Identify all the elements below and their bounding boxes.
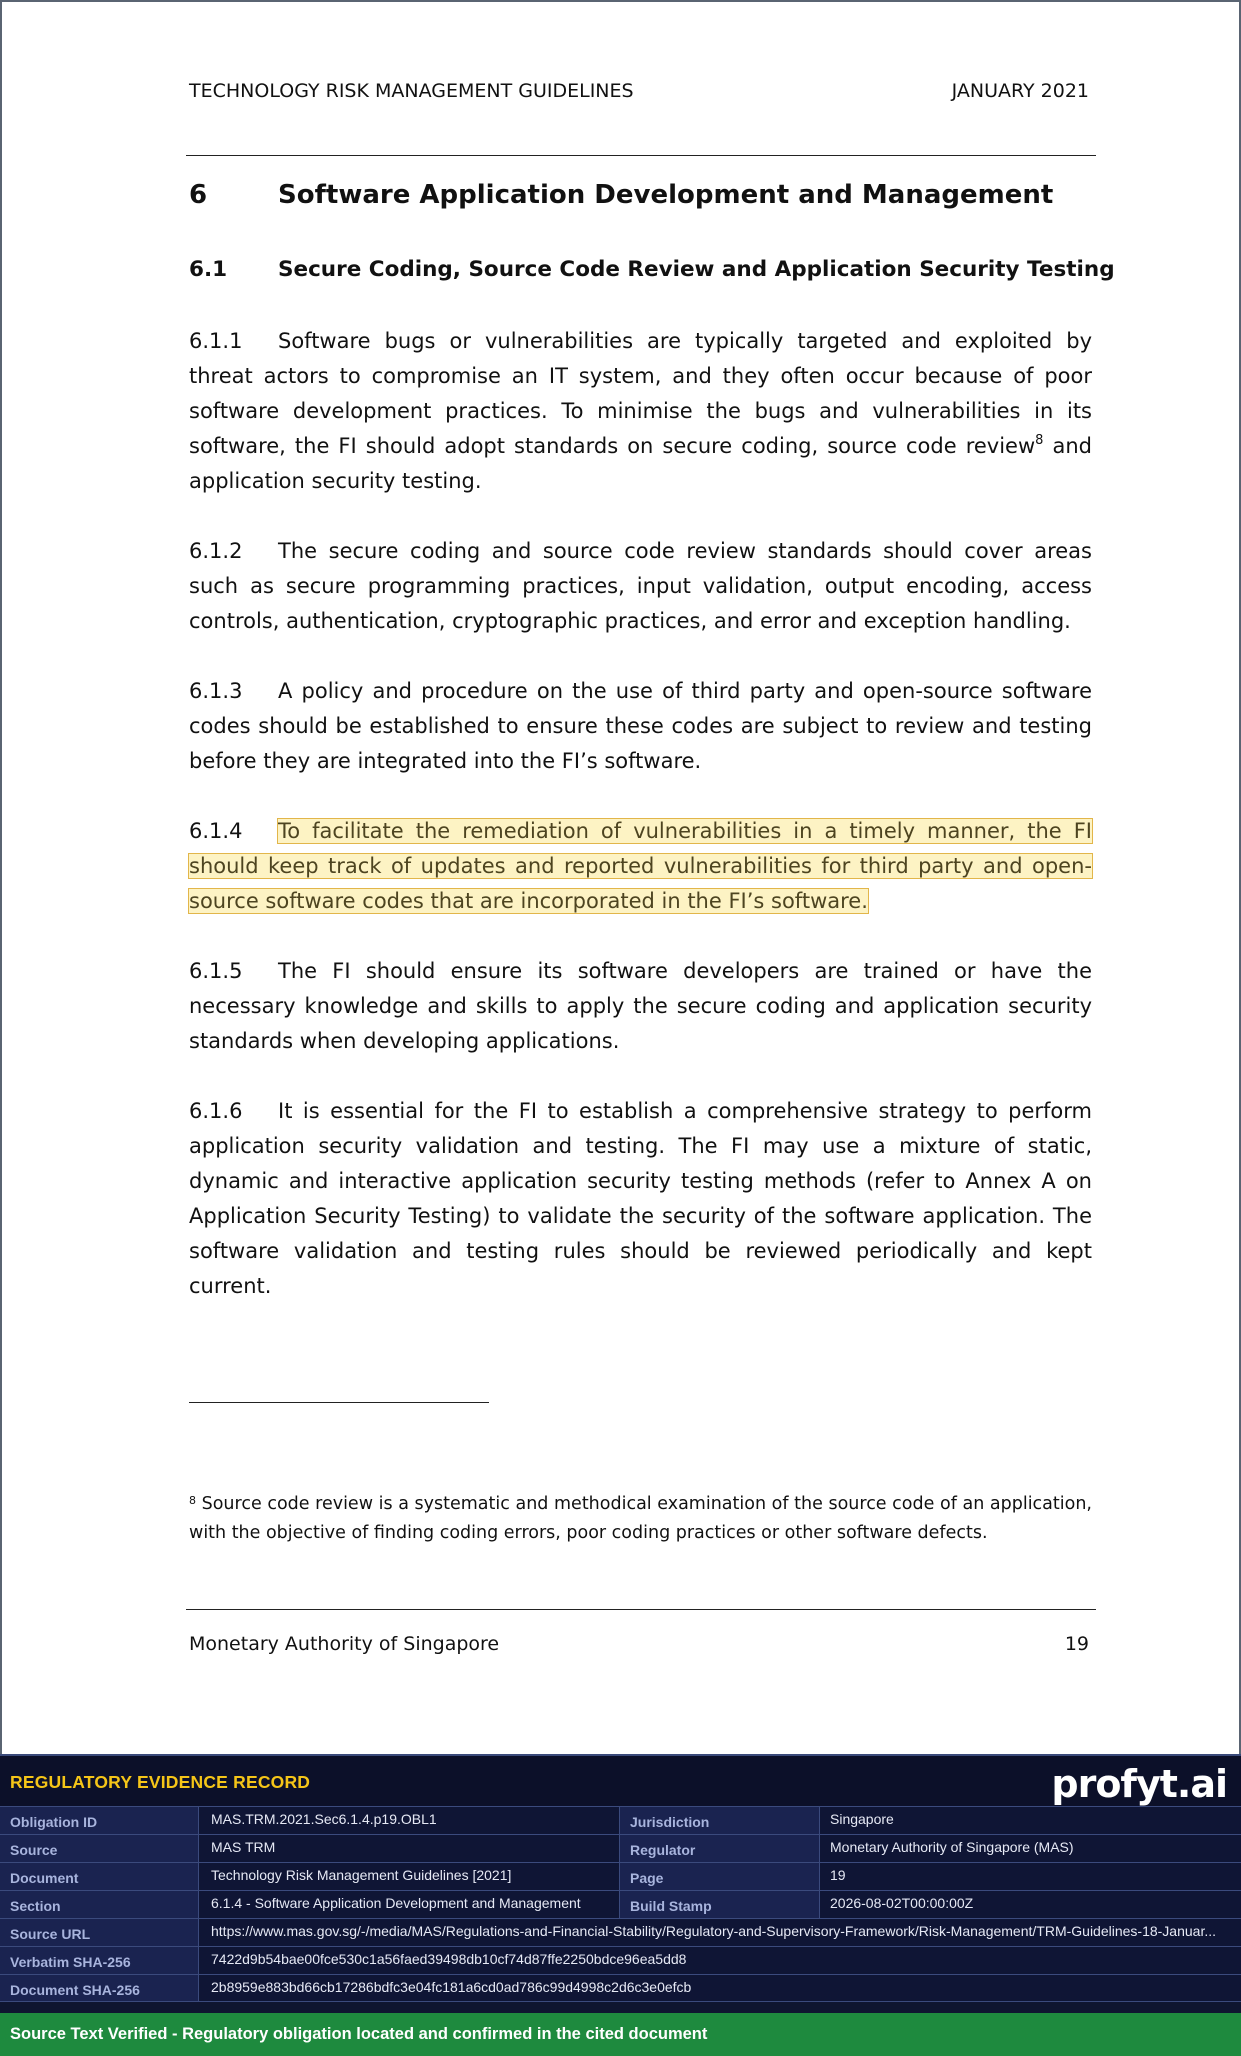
section-title: Software Application Development and Management: [278, 180, 1054, 210]
build-stamp-label: Build Stamp: [619, 1891, 819, 1918]
footer-page-number: 19: [1064, 1633, 1089, 1655]
document-sha-label: Document SHA-256: [0, 1975, 198, 2001]
paragraph-number: 6.1.3: [189, 679, 243, 703]
record-row-obligation: [0, 1806, 1241, 1834]
paragraph-text: The FI should ensure its software developers are trained or have the necessary knowledge and skills to apply the secure coding and application security standards when developing applications.: [189, 959, 1092, 1053]
footnote: [189, 1490, 1092, 1548]
highlighted-obligation-text[interactable]: To facilitate the remediation of vulnerabilities in a timely manner, the FI should keep track of updates and reported vulnerabilities for third party and open-source software codes that are incorporated in the FI’s software.: [189, 819, 1092, 913]
paragraph-6-1-1: [189, 324, 1092, 499]
obligation-id-value: MAS.TRM.2021.Sec6.1.4.p19.OBL1: [198, 1807, 619, 1834]
source-url-label: Source URL: [0, 1919, 198, 1946]
record-row-verbatim-sha: [0, 1946, 1241, 1974]
obligation-id-label: Obligation ID: [0, 1807, 198, 1834]
verbatim-sha-label: Verbatim SHA-256: [0, 1947, 198, 1974]
paragraph-number: 6.1.6: [189, 1099, 243, 1123]
regulator-value: Monetary Authority of Singapore (MAS): [819, 1835, 1241, 1862]
record-row-document: [0, 1862, 1241, 1890]
source-url-link[interactable]: https://www.mas.gov.sg/-/media/MAS/Regulations-and-Financial-Stability/Regulatory-and-Supervisory-Framework/Risk-Management/TRM-Guidelines-18-Januar...: [198, 1919, 1241, 1946]
document-label: Document: [0, 1863, 198, 1890]
regulator-label: Regulator: [619, 1835, 819, 1862]
document-sha-value: 2b8959e883bd66cb17286bdfc3e04fc181a6cd0ad786c99d4998c2d6c3e0efcb: [198, 1975, 1241, 2001]
source-value: MAS TRM: [198, 1835, 619, 1862]
paragraph-6-1-6: [189, 1094, 1092, 1304]
record-row-source: [0, 1834, 1241, 1862]
paragraph-number: 6.1.5: [189, 959, 243, 983]
record-row-section: [0, 1890, 1241, 1918]
footnote-reference[interactable]: 8: [1035, 433, 1044, 448]
page-label: Page: [619, 1863, 819, 1890]
subsection-number: 6.1: [189, 257, 228, 282]
record-row-document-sha: [0, 1974, 1241, 2002]
running-header-date: JANUARY 2021: [951, 80, 1089, 102]
section-number: 6: [189, 180, 208, 210]
paragraph-number: 6.1.4: [189, 819, 243, 843]
verification-status-banner: Source Text Verified - Regulatory obligation located and confirmed in the cited document: [0, 2013, 1241, 2056]
paragraph-text: A policy and procedure on the use of third party and open-source software codes should be established to ensure these codes are subject to review and testing before they are integrated into the FI’s software.: [189, 679, 1092, 773]
paragraph-number: 6.1.1: [189, 329, 243, 353]
paragraph-text: Software bugs or vulnerabilities are typically targeted and exploited by threat actors to compromise an IT system, and they often occur because of poor software development practices. To minimise the bugs and vulnerabilities in its software, the FI should adopt standards on secure coding, source code review: [189, 329, 1092, 458]
jurisdiction-label: Jurisdiction: [619, 1807, 819, 1834]
paragraph-number: 6.1.2: [189, 539, 243, 563]
evidence-record-title: REGULATORY EVIDENCE RECORD: [10, 1772, 311, 1792]
footnote-divider: [189, 1402, 489, 1403]
footnote-text: Source code review is a systematic and methodical examination of the source code of an application, with the objective of finding coding errors, poor coding practices or other software defects.: [189, 1494, 1092, 1543]
footer-divider: [186, 1609, 1096, 1610]
footnote-marker: 8: [189, 1494, 196, 1507]
section-label: Section: [0, 1891, 198, 1918]
header-divider: [186, 155, 1096, 156]
section-value: 6.1.4 - Software Application Development and Management: [198, 1891, 619, 1918]
paragraph-6-1-4: [189, 814, 1092, 919]
verbatim-sha-value: 7422d9b54bae00fce530c1a56faed39498db10cf74d87ffe2250bdce96ea5dd8: [198, 1947, 1241, 1974]
paragraph-text: The secure coding and source code review standards should cover areas such as secure programming practices, input validation, output encoding, access controls, authentication, cryptographic practices, and error and exception handling.: [189, 539, 1092, 633]
source-label: Source: [0, 1835, 198, 1862]
paragraph-text: It is essential for the FI to establish a comprehensive strategy to perform application security validation and testing. The FI may use a mixture of static, dynamic and interactive application security testing methods (refer to Annex A on Application Security Testing) to validate the security of the software application. The software validation and testing rules should be reviewed periodically and kept current.: [189, 1099, 1092, 1298]
evidence-record-panel: [0, 1754, 1241, 2056]
paragraph-text-continued: and application security testing.: [189, 434, 1093, 493]
running-header-title: TECHNOLOGY RISK MANAGEMENT GUIDELINES: [189, 80, 634, 102]
paragraph-6-1-3: [189, 674, 1092, 779]
evidence-record-header: [0, 1754, 1241, 1806]
paragraph-6-1-5: [189, 954, 1092, 1059]
subsection-title: Secure Coding, Source Code Review and Application Security Testing: [278, 257, 1115, 282]
paragraph-6-1-2: [189, 534, 1092, 639]
jurisdiction-value: Singapore: [819, 1807, 1241, 1834]
record-row-source-url: [0, 1918, 1241, 1946]
build-stamp-value: 2026-08-02T00:00:00Z: [819, 1891, 1241, 1918]
profyt-logo: profyt.ai: [1051, 1762, 1227, 1806]
document-value: Technology Risk Management Guidelines [2021]: [198, 1863, 619, 1890]
footer-organization: Monetary Authority of Singapore: [189, 1633, 500, 1655]
page-value: 19: [819, 1863, 1241, 1890]
